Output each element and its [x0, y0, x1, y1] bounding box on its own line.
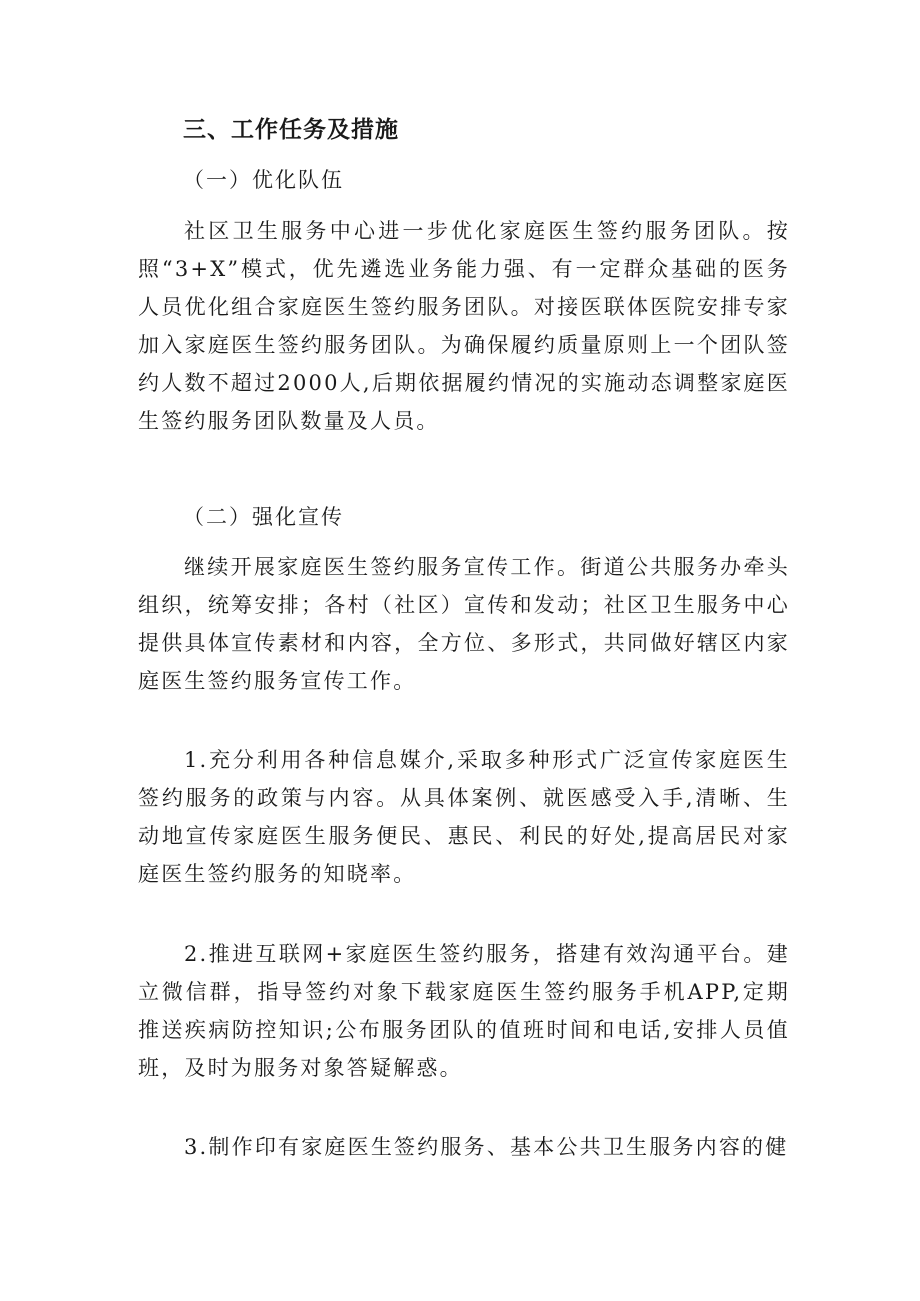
list-item-materials: 3.制作印有家庭医生签约服务、基本公共卫生服务内容的健: [184, 1135, 789, 1159]
subsection-heading-optimize-team: （一）优化队伍: [183, 168, 344, 192]
paragraph-optimize-team: 社区卫生服务中心进一步优化家庭医生签约服务团队。按照“3+X”模式，优先遴选业务能力强、有一定群众基础的医务人员优化组合家庭医生签约服务团队。对接医联体医院安排专家加入家庭医生签约服务团队。为确保履约质量原则上一个团队签约人数不超过2000人,后期依据履约情况的实施动态调整家庭医生签约服务团队数量及人员。: [138, 219, 790, 433]
list-item-internet: 2.推进互联网+家庭医生签约服务，搭建有效沟通平台。建立微信群，指导签约对象下载家庭医生签约服务手机APP,定期推送疾病防控知识;公布服务团队的值班时间和电话,安排人员值班，及时为服务对象答疑解惑。: [138, 942, 790, 1080]
list-item-media: 1.充分利用各种信息媒介,采取多种形式广泛宣传家庭医生签约服务的政策与内容。从具体案例、就医感受入手,清晰、生动地宣传家庭医生服务便民、惠民、利民的好处,提高居民对家庭医生签约服务的知晓率。: [138, 748, 790, 886]
subsection-heading-strengthen-publicity: （二）强化宣传: [183, 505, 344, 529]
section-heading: 三、工作任务及措施: [183, 117, 399, 143]
paragraph-publicity: 继续开展家庭医生签约服务宣传工作。街道公共服务办牵头组织，统筹安排；各村（社区）宣传和发动；社区卫生服务中心提供具体宣传素材和内容，全方位、多形式，共同做好辖区内家庭医生签约服务宣传工作。: [138, 555, 790, 693]
